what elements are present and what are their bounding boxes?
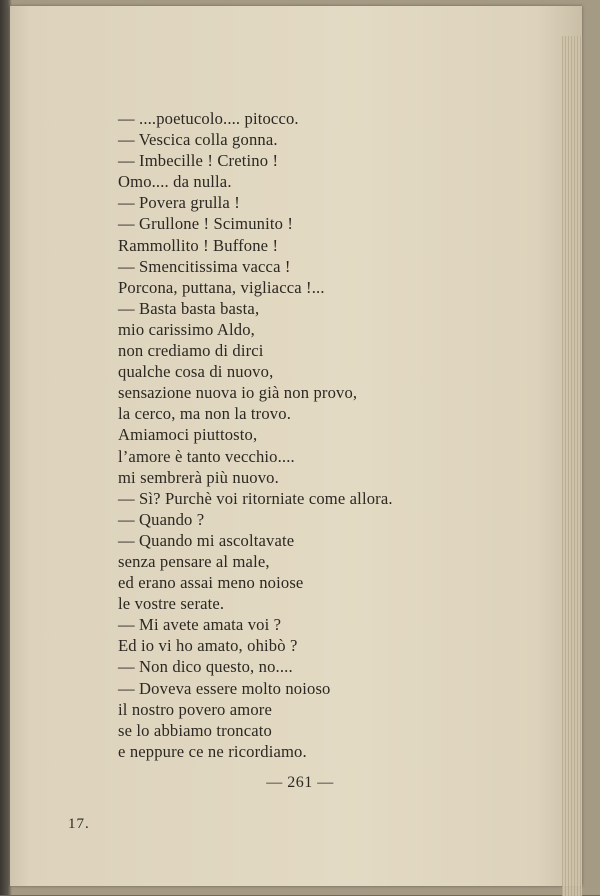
poem-line: — Basta basta basta, [118,298,260,318]
poem-line: — Smencitissima vacca ! [118,256,291,276]
page-number: — 261 — [266,774,334,791]
poem-line: l’amore è tanto vecchio.... [118,446,295,466]
poem-line: Omo.... da nulla. [118,172,232,192]
poem-line: — Mi avete amata voi ? [118,615,282,635]
poem-line: — Doveva essere molto noioso [118,678,331,698]
poem-line: se lo abbiamo troncato [118,720,272,740]
poem-line: Amiamoci piuttosto, [118,425,258,445]
poem-line: — Non dico questo, no.... [118,657,293,677]
poem-line: — Grullone ! Scimunito ! [118,214,294,234]
poem-line: — Vescica colla gonna. [118,130,278,150]
poem-line: sensazione nuova io già non provo, [118,383,358,403]
poem-line: mi sembrerà più nuovo. [118,467,279,487]
page-edges [562,36,582,896]
poem-line: e neppure ce ne ricordiamo. [118,741,307,761]
poem-line: senza pensare al male, [118,551,270,571]
poem-line: la cerco, ma non la trovo. [118,404,291,424]
poem-line: ed erano assai meno noiose [118,573,304,593]
poem-line: non crediamo di dirci [118,341,264,361]
poem-line: Porcona, puttana, vigliacca !... [118,277,325,297]
signature-mark: 17. [68,816,90,832]
poem-line: qualche cosa di nuovo, [118,362,274,382]
poem-line: — Imbecille ! Cretino ! [118,151,279,171]
poem-line: — Quando mi ascoltavate [118,530,295,550]
poem-line: — Quando ? [118,509,205,529]
poem-line: il nostro povero amore [118,699,272,719]
poem-line: — ....poetucolo.... pitocco. [118,109,299,128]
poem-line: Ed io vi ho amato, ohibò ? [118,636,298,656]
poem-line: mio carissimo Aldo, [118,319,255,339]
poem-line: — Sì? Purchè voi ritorniate come allora. [118,488,393,508]
poem-line: le vostre serate. [118,594,225,614]
poem-line: Rammollito ! Buffone ! [118,235,279,255]
poem-text [118,108,558,762]
poem-line: — Povera grulla ! [118,193,240,213]
